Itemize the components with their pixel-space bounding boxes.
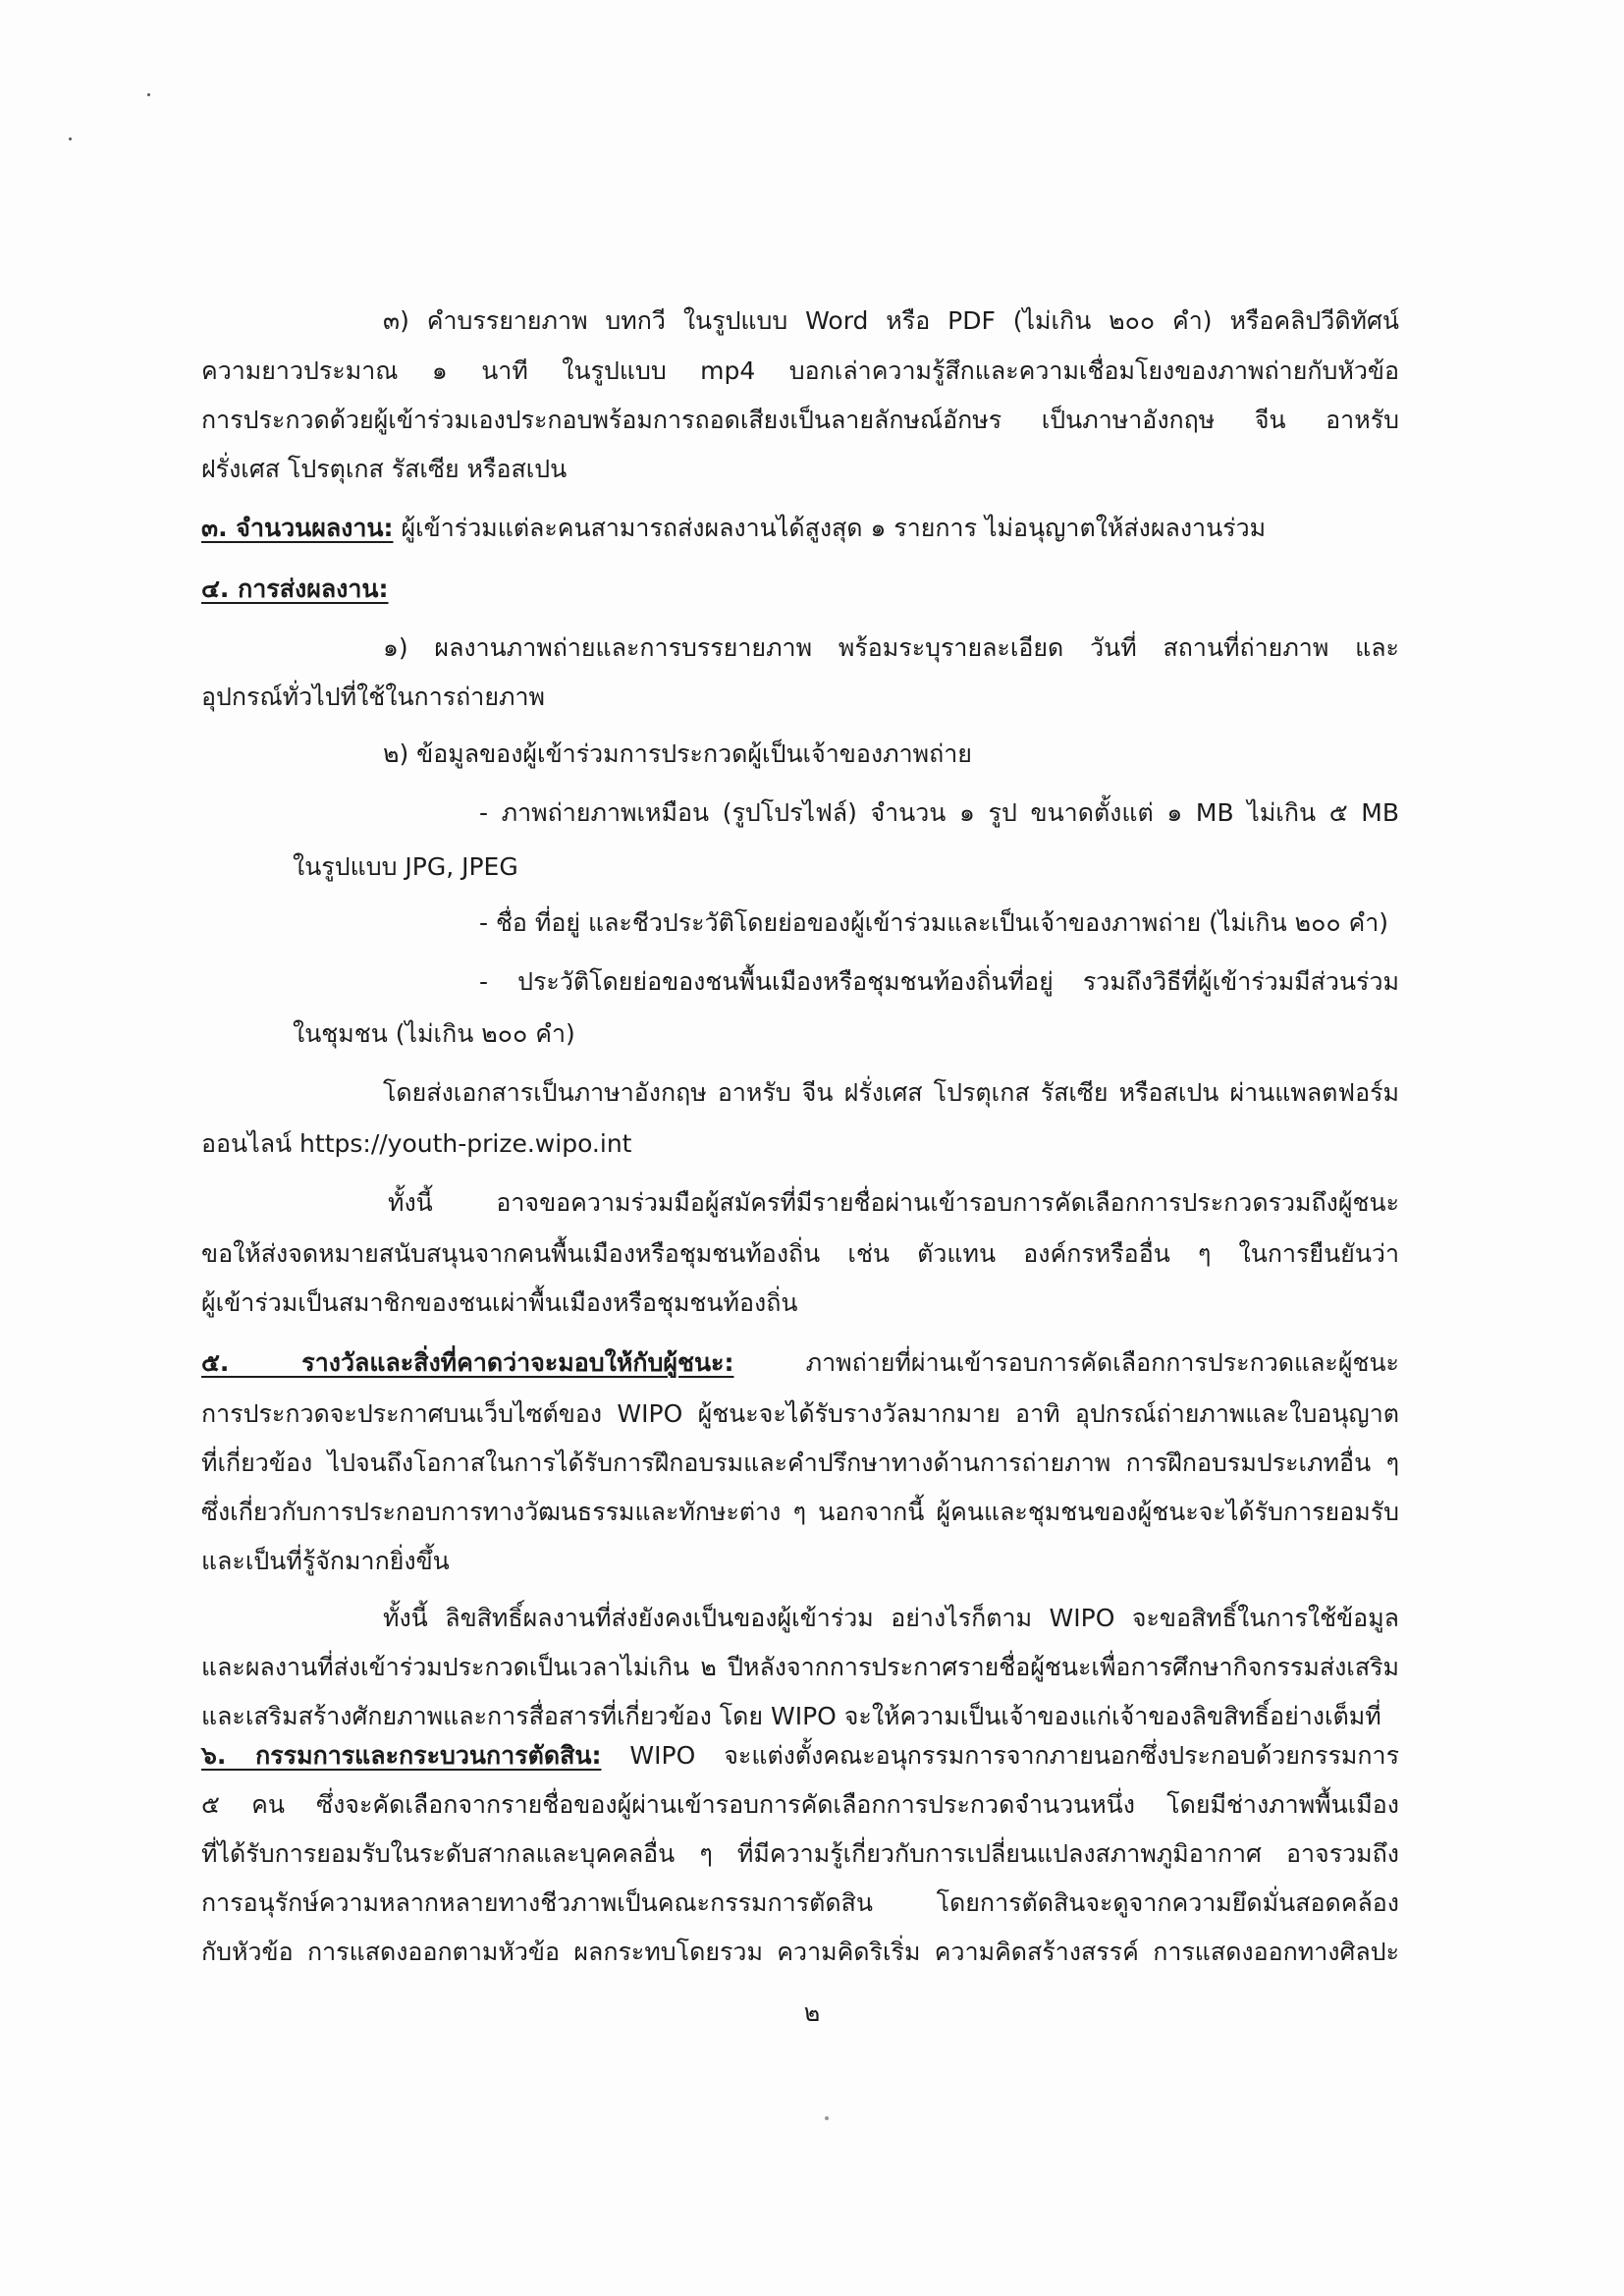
paragraph-line: ขอให้ส่งจดหมายสนับสนุนจากคนพื้นเมืองหรือชุมชนท้องถิ่น เช่น ตัวแทน องค์กรหรืออื่น ๆ ในการยืนยันว่า	[201, 1239, 1399, 1268]
bullet-item: - ชื่อ ที่อยู่ และชีวประวัติโดยย่อของผู้เข้าร่วมและเป็นเจ้าของภาพถ่าย (ไม่เกิน ๒๐๐ คำ)	[479, 908, 1389, 937]
section-5-line	[201, 1343, 1399, 1383]
section-6-heading: ๖. กรรมการและกระบวนการตัดสิน:	[201, 1741, 602, 1770]
paragraph-line: ที่เกี่ยวข้อง ไปจนถึงโอกาสในการได้รับการฝึกอบรมและคำปรึกษาทางด้านการถ่ายภาพ การฝึกอบรมประเภทอื่น ๆ	[201, 1449, 1399, 1477]
paragraph-line: ซึ่งเกี่ยวกับการประกอบการทางวัฒนธรรมและทักษะต่าง ๆ นอกจากนี้ ผู้คนและชุมชนของผู้ชนะจะได้รับการยอมรับ	[201, 1498, 1399, 1526]
paragraph-line: ฝรั่งเศส โปรตุเกส รัสเซีย หรือสเปน	[201, 455, 568, 483]
paragraph-line: ทั้งนี้ ลิขสิทธิ์ผลงานที่ส่งยังคงเป็นของผู้เข้าร่วม อย่างไรก็ตาม WIPO จะขอสิทธิ์ในการใช้ข้อมูล	[383, 1604, 1399, 1632]
paragraph-line: โดยส่งเอกสารเป็นภาษาอังกฤษ อาหรับ จีน ฝรั่งเศส โปรตุเกส รัสเซีย หรือสเปน ผ่านแพลตฟอร์ม	[383, 1078, 1399, 1107]
section-5-text: ภาพถ่ายที่ผ่านเข้ารอบการคัดเลือกการประกวดและผู้ชนะ	[733, 1348, 1399, 1377]
paragraph-line: และเป็นที่รู้จักมากยิ่งขึ้น	[201, 1547, 450, 1575]
section-3-text: ผู้เข้าร่วมแต่ละคนสามารถส่งผลงานได้สูงสุด ๑ รายการ ไม่อนุญาตให้ส่งผลงานร่วม	[393, 514, 1267, 542]
paragraph-line: ที่ได้รับการยอมรับในระดับสากลและบุคคลอื่น ๆ ที่มีความรู้เกี่ยวกับการเปลี่ยนแปลงสภาพภูมิอากาศ อาจรวมถึง	[201, 1839, 1399, 1868]
section-3-line	[201, 509, 1399, 548]
section-6-text: WIPO จะแต่งตั้งคณะอนุกรรมการจากภายนอกซึ่งประกอบด้วยกรรมการ	[601, 1741, 1399, 1770]
section-4-heading: ๔. การส่งผลงาน:	[201, 574, 389, 603]
paragraph-line: ออนไลน์ https://youth-prize.wipo.int	[201, 1129, 632, 1158]
paragraph-line: ๕ คน ซึ่งจะคัดเลือกจากรายชื่อของผู้ผ่านเข้ารอบการคัดเลือกการประกวดจำนวนหนึ่ง โดยมีช่างภาพพื้นเมือง	[201, 1790, 1399, 1819]
bullet-item: ในรูปแบบ JPG, JPEG	[293, 852, 518, 881]
section-6-line	[201, 1736, 1399, 1776]
paragraph-line: และผลงานที่ส่งเข้าร่วมประกวดเป็นเวลาไม่เกิน ๒ ปีหลังจากการประกาศรายชื่อผู้ชนะเพื่อการศึกษากิจกรรมส่งเสริม	[201, 1653, 1399, 1681]
section-5-heading: ๕. รางวัลและสิ่งที่คาดว่าจะมอบให้กับผู้ชนะ:	[201, 1348, 734, 1377]
paragraph-line: ทั้งนี้ อาจขอความร่วมมือผู้สมัครที่มีรายชื่อผ่านเข้ารอบการคัดเลือกการประกวดรวมถึงผู้ชนะ	[388, 1188, 1399, 1217]
paragraph-line: และเสริมสร้างศักยภาพและการสื่อสารที่เกี่ยวข้อง โดย WIPO จะให้ความเป็นเจ้าของแก่เจ้าของลิขสิทธิ์อย่างเต็มที่	[201, 1702, 1381, 1730]
section-4-line	[201, 570, 1399, 609]
paragraph-line: ผู้เข้าร่วมเป็นสมาชิกของชนเผ่าพื้นเมืองหรือชุมชนท้องถิ่น	[201, 1288, 798, 1317]
bullet-item: ในชุมชน (ไม่เกิน ๒๐๐ คำ)	[293, 1019, 575, 1048]
paragraph-line: ความยาวประมาณ ๑ นาที ในรูปแบบ mp4 บอกเล่าความรู้สึกและความเชื่อมโยงของภาพถ่ายกับหัวข้อ	[201, 356, 1399, 385]
paragraph-line: การอนุรักษ์ความหลากหลายทางชีวภาพเป็นคณะกรรมการตัดสิน โดยการตัดสินจะดูจากความยึดมั่นสอดคล้อง	[201, 1888, 1399, 1917]
scan-speck	[825, 2116, 829, 2120]
bullet-item: - ภาพถ่ายภาพเหมือน (รูปโปรไฟล์) จำนวน ๑ รูป ขนาดตั้งแต่ ๑ MB ไม่เกิน ๕ MB	[479, 798, 1399, 827]
paragraph-line: กับหัวข้อ การแสดงออกตามหัวข้อ ผลกระทบโดยรวม ความคิดริเริ่ม ความคิดสร้างสรรค์ การแสดงออกทางศิลปะ	[201, 1938, 1399, 1966]
bullet-item: - ประวัติโดยย่อของชนพื้นเมืองหรือชุมชนท้องถิ่นที่อยู่ รวมถึงวิธีที่ผู้เข้าร่วมมีส่วนร่วม	[479, 967, 1399, 996]
section-3-heading: ๓. จำนวนผลงาน:	[201, 514, 394, 542]
scan-speck	[147, 93, 150, 96]
paragraph-line: ๓) คำบรรยายภาพ บทกวี ในรูปแบบ Word หรือ PDF (ไม่เกิน ๒๐๐ คำ) หรือคลิปวีดิทัศน์	[383, 306, 1399, 335]
paragraph-line: การประกวดจะประกาศบนเว็บไซต์ของ WIPO ผู้ชนะจะได้รับรางวัลมากมาย อาทิ อุปกรณ์ถ่ายภาพและใบอนุญาต	[201, 1399, 1399, 1428]
scan-speck	[69, 137, 72, 140]
list-item: ๒) ข้อมูลของผู้เข้าร่วมการประกวดผู้เป็นเจ้าของภาพถ่าย	[383, 739, 972, 768]
page-number: ๒	[803, 1998, 821, 2027]
list-item: อุปกรณ์ทั่วไปที่ใช้ในการถ่ายภาพ	[201, 683, 545, 711]
list-item: ๑) ผลงานภาพถ่ายและการบรรยายภาพ พร้อมระบุรายละเอียด วันที่ สถานที่ถ่ายภาพ และ	[383, 633, 1399, 662]
paragraph-line: การประกวดด้วยผู้เข้าร่วมเองประกอบพร้อมการถอดเสียงเป็นลายลักษณ์อักษร เป็นภาษาอังกฤษ จีน อาหรับ	[201, 406, 1399, 434]
